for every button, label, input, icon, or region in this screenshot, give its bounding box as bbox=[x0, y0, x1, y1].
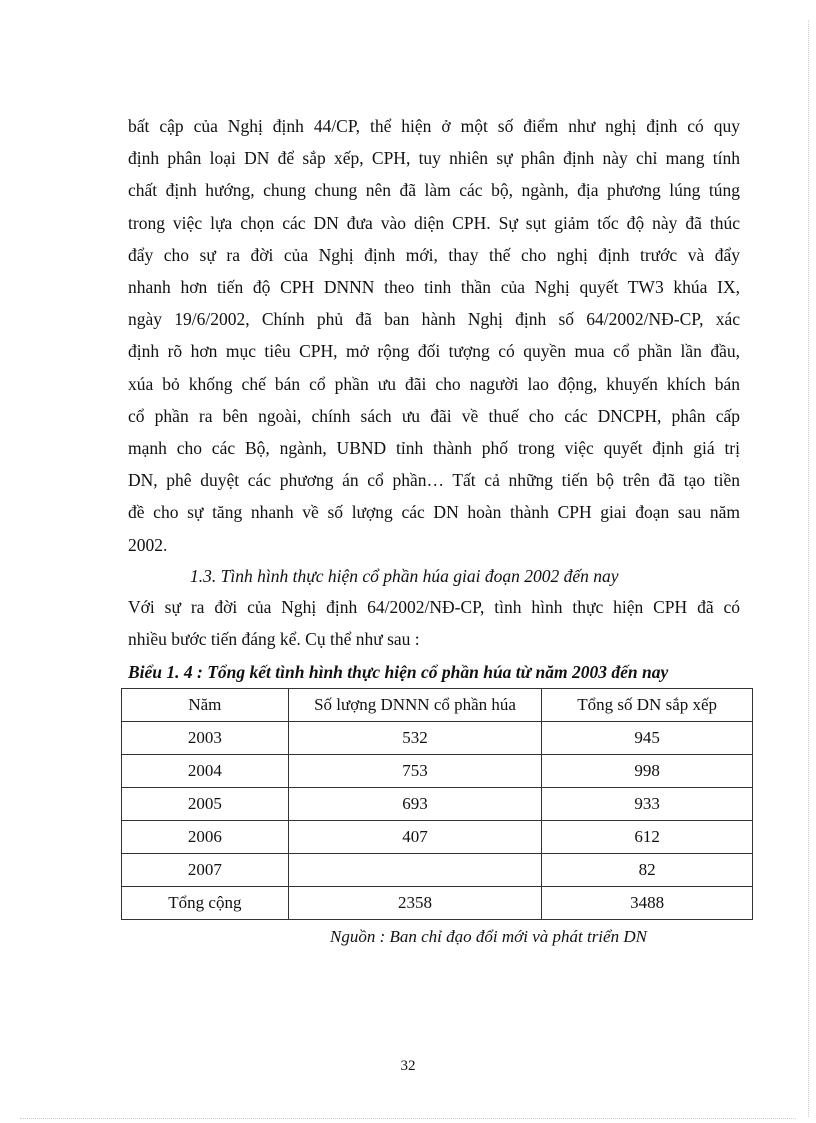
cell-year: 2004 bbox=[122, 755, 289, 788]
table-caption: Biểu 1. 4 : Tổng kết tình hình thực hiện cổ phần húa từ năm 2003 đến nay bbox=[128, 662, 669, 682]
text-line: nhanh hơn tiến độ CPH DNNN theo tinh thần của Nghị quyết TW3 khúa IX, bbox=[128, 277, 740, 297]
cell-total: 612 bbox=[542, 821, 753, 854]
table-row bbox=[122, 854, 753, 887]
text-line: ngày 19/6/2002, Chính phủ đã ban hành Nghị định số 64/2002/NĐ-CP, xác bbox=[128, 309, 740, 330]
cell-total-arranged: 3488 bbox=[542, 887, 753, 920]
cell-equitized: 693 bbox=[288, 788, 542, 821]
text-line: 2002. bbox=[128, 534, 168, 555]
page-number: 32 bbox=[400, 1058, 416, 1074]
text-line: bất cập của Nghị định 44/CP, thể hiện ở một số điểm như nghị định có quy bbox=[128, 116, 740, 136]
table-header-row bbox=[122, 689, 753, 722]
header-year: Năm bbox=[122, 689, 289, 722]
text-line: DN, phê duyệt các phương án cổ phần… Tất cả những tiến bộ trên đã tạo tiền bbox=[128, 470, 740, 491]
page-edge-right bbox=[808, 20, 809, 1117]
cell-year: 2005 bbox=[122, 788, 289, 821]
text-line: cổ phần ra bên ngoài, chính sách ưu đãi về thuế cho các DNCPH, phân cấp bbox=[128, 405, 740, 426]
cell-total-equitized: 2358 bbox=[288, 887, 542, 920]
text-line: nhiều bước tiến đáng kể. Cụ thể như sau : bbox=[128, 629, 420, 649]
table-row bbox=[122, 788, 753, 821]
section-heading: 1.3. Tình hình thực hiện cổ phần húa giai đoạn 2002 đến nay bbox=[190, 566, 619, 586]
cell-total-label: Tổng cộng bbox=[122, 887, 289, 920]
text-line: định rõ hơn mục tiêu CPH, mở rộng đối tượng có quyền mua cổ phần lần đầu, bbox=[128, 341, 740, 362]
text-line: trong việc lựa chọn các DN đưa vào diện CPH. Sự sụt giảm tốc độ này đã thúc bbox=[128, 212, 740, 233]
source-note: Nguồn : Ban chỉ đạo đổi mới và phát triển DN bbox=[330, 927, 647, 946]
text-line: mạnh cho các Bộ, ngành, UBND tỉnh thành phố trong việc quyết định giá trị bbox=[128, 438, 740, 458]
table-row bbox=[122, 821, 753, 854]
cell-year: 2007 bbox=[122, 854, 289, 887]
cell-year: 2006 bbox=[122, 821, 289, 854]
cell-total: 945 bbox=[542, 722, 753, 755]
cell-total: 933 bbox=[542, 788, 753, 821]
table-row bbox=[122, 755, 753, 788]
summary-table bbox=[121, 688, 753, 920]
table-row bbox=[122, 722, 753, 755]
text-line: chất định hướng, chung chung nên đã làm các bộ, ngành, địa phương lúng túng bbox=[128, 180, 740, 201]
text-line: Với sự ra đời của Nghị định 64/2002/NĐ-CP, tình hình thực hiện CPH đã có bbox=[128, 597, 740, 617]
text-line: xúa bỏ khống chế bán cổ phần ưu đãi cho nagười lao động, khuyến khích bán bbox=[128, 373, 740, 394]
cell-equitized: 532 bbox=[288, 722, 542, 755]
text-line: định phân loại DN để sắp xếp, CPH, tuy nhiên sự phân định này chỉ mang tính bbox=[128, 148, 740, 169]
page-edge-bottom bbox=[20, 1118, 796, 1119]
cell-year: 2003 bbox=[122, 722, 289, 755]
cell-total: 82 bbox=[542, 854, 753, 887]
cell-equitized: 407 bbox=[288, 821, 542, 854]
cell-equitized bbox=[288, 854, 542, 887]
header-equitized-count: Số lượng DNNN cổ phần húa bbox=[288, 689, 542, 722]
cell-total: 998 bbox=[542, 755, 753, 788]
cell-equitized: 753 bbox=[288, 755, 542, 788]
text-line: đẩy cho sự ra đời của Nghị định mới, thay thế cho nghị định trước và đẩy bbox=[128, 244, 740, 265]
text-line: đề cho sự tăng nhanh về số lượng các DN hoàn thành CPH giai đoạn sau năm bbox=[128, 502, 740, 523]
header-total-arranged: Tổng số DN sắp xếp bbox=[542, 689, 753, 722]
table-total-row bbox=[122, 887, 753, 920]
